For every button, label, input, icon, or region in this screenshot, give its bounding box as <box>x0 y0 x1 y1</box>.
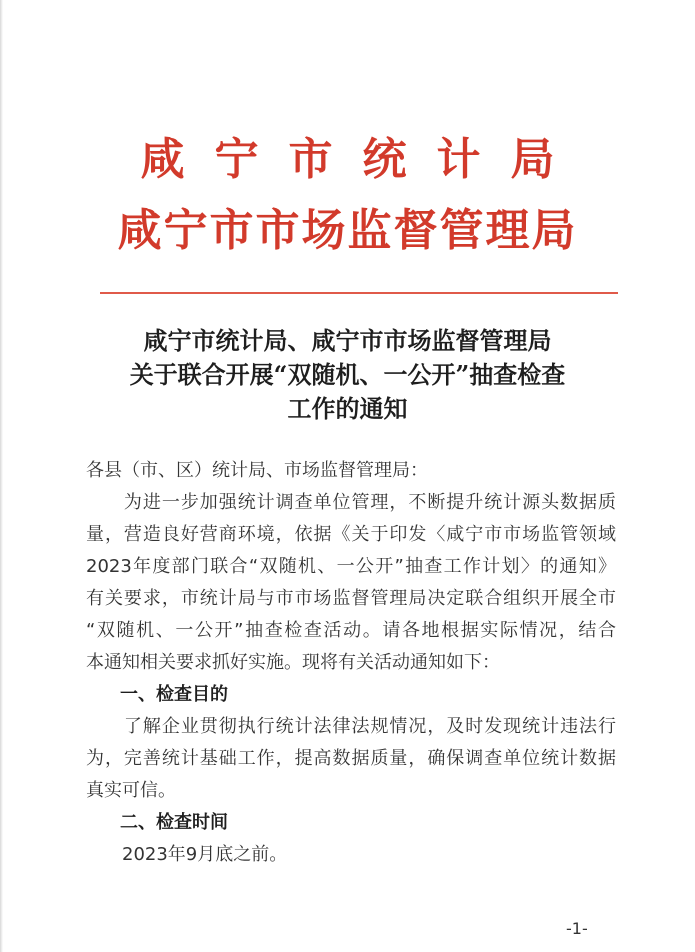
page-number: -1- <box>566 919 588 938</box>
red-header-rule <box>100 292 618 294</box>
document-title-line-1: 咸宁市统计局、咸宁市市场监督管理局 <box>143 326 552 355</box>
intro-paragraph-line: 为进一步加强统计调查单位管理，不断提升统计源头数据质 <box>86 492 616 513</box>
intro-paragraph-line: 本通知相关要求抓好实施。现将有关活动通知如下： <box>86 652 500 673</box>
purpose-paragraph-line: 了解企业贯彻执行统计法律法规情况，及时发现统计违法行 <box>86 716 616 737</box>
section-heading-time: 二、检查时间 <box>120 812 228 833</box>
purpose-paragraph-line: 为，完善统计基础工作，提高数据质量，确保调查单位统计数据 <box>86 748 616 769</box>
section-heading-purpose: 一、检查目的 <box>120 684 228 705</box>
purpose-paragraph-line: 真实可信。 <box>86 780 176 801</box>
intro-paragraph-line: 2023年度部门联合“双随机、一公开”抽查工作计划〉的通知》 <box>86 556 616 577</box>
time-paragraph-line: 2023年9月底之前。 <box>86 844 288 865</box>
salutation: 各县（市、区）统计局、市场监督管理局： <box>86 460 428 481</box>
issuing-agency-market-supervision-bureau: 咸宁市市场监督管理局 <box>117 205 578 256</box>
document-title-line-3: 工作的通知 <box>287 394 408 423</box>
intro-paragraph-line: 有关要求，市统计局与市市场监督管理局决定联合组织开展全市 <box>86 588 616 609</box>
intro-paragraph-line: “双随机、一公开”抽查检查活动。请各地根据实际情况，结合 <box>86 620 616 641</box>
intro-paragraph-line: 量，营造良好营商环境，依据《关于印发〈咸宁市市场监管领域 <box>86 524 616 545</box>
document-title-line-2: 关于联合开展“双随机、一公开”抽查检查 <box>129 360 566 389</box>
issuing-agency-statistics-bureau: 咸宁市统计局 <box>140 134 585 185</box>
